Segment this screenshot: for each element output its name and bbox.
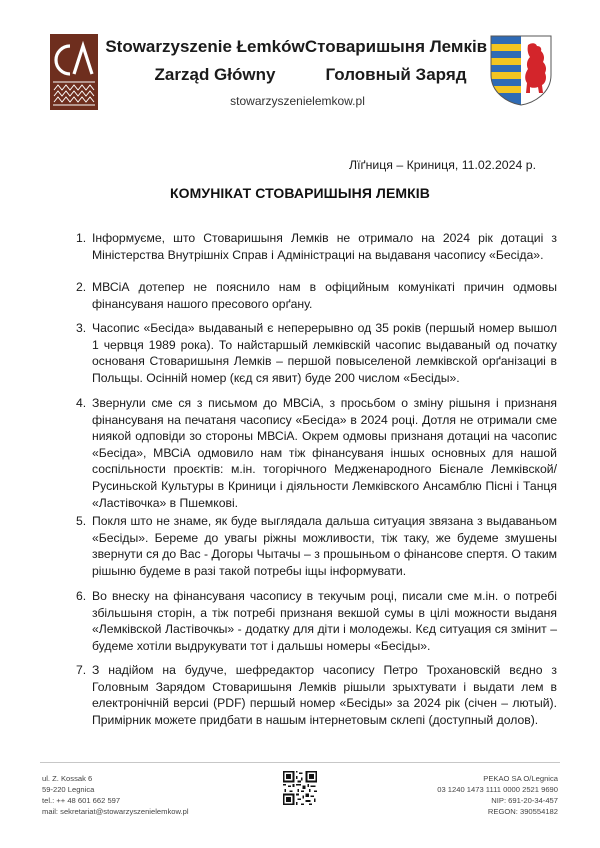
footer-bank-info [437,773,558,817]
website-link[interactable]: stowarzyszenielemkow.pl [230,94,365,108]
organization-logo-icon [50,34,98,110]
organization-name-lemko: Стоваришыня Лемків [304,37,488,56]
list-item-text: Во внеску на фінансуваня часопису в текучым році, писали сме м.ін. о потребі збільшыня сторін, а тіж потребі признаня векшой сумы в цілі можности выданя «Лемківской Ластівочкы» - додатку для діти і молодежы. Кєд ситуация ся змінит – будеме хотіли выдрукувати тот і дальшы номеры «Бесіды». [92,589,557,653]
list-item-number: 7. [76,663,87,677]
list-item-text: Звернули сме ся з письмом до МВСіА, з просьбом о зміну рішыня і признаня фінансуваня на печатаня часопису «Бесіда» в 2024 році. Дотля не отримали сме ниякой одповіди зо стороны МВСіА. Окрем одмовы признаня дотациі на часопис «Бесіда», МВСіА одмовило нам тіж фінансуваня іншых основных для нашой соспільности проєктів: м.ін. тогорічного Медженародного Бієнале Лемківской/Русиньской Культуры в Криници і діяльности Лемківского Ансамблю Пісні і Танця «Ластівочка» в Пшемкові. [92,396,557,510]
letterhead [0,0,600,115]
document-title: КОМУНІКАТ СТОВАРИШЫНЯ ЛЕМКІВ [170,185,430,201]
list-item-number: 4. [76,396,87,410]
list-item-number: 6. [76,589,87,603]
place-and-date: Лїґниця – Криниця, 11.02.2024 р. [349,158,536,172]
list-item-number: 5. [76,514,87,528]
qr-code-icon [283,771,317,805]
list-item-text: Покля што не знаме, як буде выглядала дальша ситуация звязана з выдаваньом «Бесіды». Береме до увагы ріжны можливости, тіж таку, же будеме змушены звернути ся до Вас - Догоры Чытачы – з прошыньом о фінансове спертя. О таким рішыню будеме в разі такой потребы іщы інформувати. [92,514,557,578]
list-item-text: Часопис «Бесіда» выдаваный є неперерывно од 35 років (першый номер вышол 1 червця 1989 рока). То найстаршый лемківскій часопис выдаваный од початку основаня Стоваришыня Лемків – першой повыселеной лемківской орґанізациі в Польщы. Осінній номер (кєд ся явит) буде 200 числом «Бесіды». [92,321,557,385]
list-item-number: 1. [76,231,87,245]
phone: tel.: ++ 48 601 662 597 [42,796,121,805]
nip-number: NIP: 691-20-34-457 [491,796,558,805]
bank-account: 03 1240 1473 1111 0000 2521 9690 [437,785,558,794]
coat-of-arms-icon [488,33,554,107]
regon-number: REGON: 390554182 [487,807,558,816]
footer-contact [42,773,189,817]
list-item-number: 2. [76,280,87,294]
address-street: ul. Z. Kossak 6 [42,774,93,783]
board-name-polish: Zarząd Główny [154,65,276,84]
board-name-lemko: Головный Заряд [325,65,467,84]
list-item-number: 3. [76,321,87,335]
footer-divider [40,762,560,763]
bank-name: PEKAO SA O/Legnica [483,774,558,783]
list-item-text: З надійом на будуче, шефредактор часопису Петро Трохановскій вєдно з Головным Зарядом Стоваришыня Лемків рішыли зрыхтувати і выдати лем в електронічній версиі (PDF) першый номер «Бесіды» за 2024 рік (січен – лютый). Примірник можете придбати в нашым інтернетовым склепі (доступный долов). [92,663,557,727]
address-city: 59-220 Legnica [42,785,95,794]
organization-name-polish: Stowarzyszenie Łemków [105,37,305,56]
email[interactable]: mail: sekretariat@stowarzyszenielemkow.pl [42,807,189,816]
list-item-text: МВСіА дотепер не пояснило нам в офіцийным комунікаті причин одмовы фінансуваня нашого пресового орґану. [92,280,557,311]
list-item-text: Інформуєме, што Стоваришыня Лемків не отримало на 2024 рік дотациі з Міністерства Внутрішніх Справ і Адміністрациі на выдаваня часопису «Бесіда». [92,231,557,262]
